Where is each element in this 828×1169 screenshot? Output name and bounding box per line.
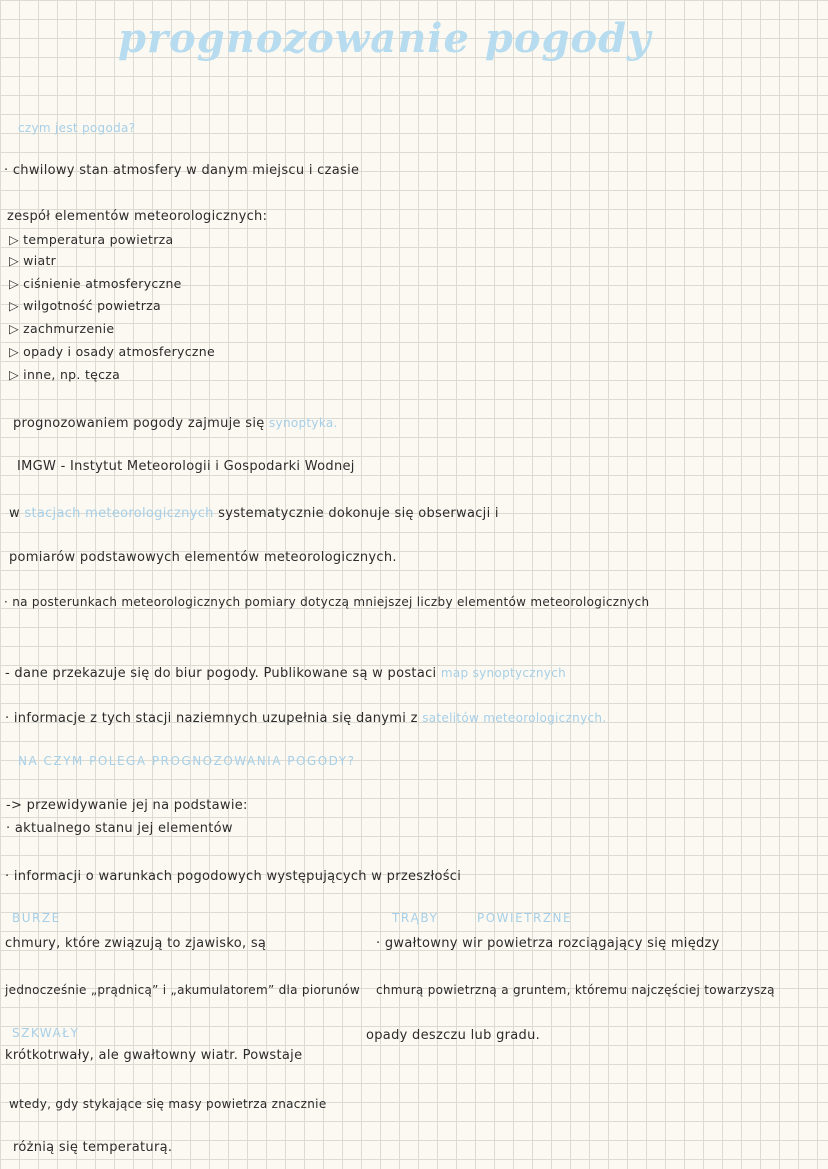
elements-list-item: ▷ opady i osady atmosferyczne xyxy=(9,344,215,359)
stacje-prefix: w xyxy=(9,506,20,521)
szkwaly-line-2: wtedy, gdy stykające się masy powietrza znacznie xyxy=(9,1097,327,1111)
page-title: prognozowanie pogody xyxy=(118,15,652,62)
elements-heading: zespół elementów meteorologicznych: xyxy=(7,209,268,224)
traby-line-2: chmurą powietrzną a gruntem, któremu najczęściej towarzyszą xyxy=(376,983,775,997)
szkwaly-line-3: różnią się temperaturą. xyxy=(13,1140,173,1155)
synoptyka-term: synoptyka. xyxy=(269,416,338,430)
elements-list-item: ▷ temperatura powietrza xyxy=(9,232,174,247)
question-what-is-weather: czym jest pogoda? xyxy=(18,121,136,135)
weather-definition: · chwilowy stan atmosfery w danym miejscu i czasie xyxy=(4,163,360,178)
burze-line-1: chmury, które związują to zjawisko, są xyxy=(5,936,267,951)
informacje-text: · informacje z tych stacji naziemnych uzupełnia się danymi z xyxy=(5,711,418,726)
traby-heading-1: TRĄBY xyxy=(392,911,439,925)
elements-list-item: ▷ wiatr xyxy=(9,253,57,268)
elements-list-item: ▷ inne, np. tęcza xyxy=(9,367,121,382)
stacje-term: stacjach meteorologicznych xyxy=(24,506,214,521)
burze-heading: BURZE xyxy=(12,911,61,925)
traby-line-3: opady deszczu lub gradu. xyxy=(366,1028,541,1043)
elements-list-item: ▷ zachmurzenie xyxy=(9,321,115,336)
szkwaly-heading: SZKWAŁY xyxy=(12,1026,80,1040)
posterunki-line: · na posterunkach meteorologicznych pomiary dotyczą mniejszej liczby elementów meteorologicznych xyxy=(4,595,650,609)
informacje-line xyxy=(5,709,606,728)
synoptyka-text: prognozowaniem pogody zajmuje się xyxy=(13,416,265,431)
elements-list-item: ▷ wilgotność powietrza xyxy=(9,298,161,313)
szkwaly-line-1: krótkotrwały, ale gwałtowny wiatr. Powstaje xyxy=(5,1048,303,1063)
forecast-item-2: · informacji o warunkach pogodowych występujących w przeszłości xyxy=(5,869,462,884)
traby-heading-2: POWIETRZNE xyxy=(477,911,573,925)
stacje-line-2: pomiarów podstawowych elementów meteorologicznych. xyxy=(9,550,397,565)
forecast-intro: -> przewidywanie jej na podstawie: xyxy=(6,798,248,813)
dane-term: map synoptycznych xyxy=(440,666,566,680)
stacje-line xyxy=(9,505,499,523)
burze-line-2: jednocześnie „prądnicą” i „akumulatorem” dla piorunów xyxy=(5,983,360,997)
informacje-term: satelitów meteorologicznych. xyxy=(422,711,607,725)
elements-list-item: ▷ ciśnienie atmosferyczne xyxy=(9,276,182,291)
question-forecasting: NA CZYM POLEGA PROGNOZOWANIA POGODY? xyxy=(18,754,356,768)
imgw-line: IMGW - Instytut Meteorologii i Gospodarki Wodnej xyxy=(17,459,355,474)
synoptyka-line xyxy=(13,414,338,433)
stacje-suffix: systematycznie dokonuje się obserwacji i xyxy=(218,506,499,521)
dane-line xyxy=(5,664,566,683)
traby-line-1: · gwałtowny wir powietrza rozciągający się między xyxy=(376,936,720,951)
forecast-item-1: · aktualnego stanu jej elementów xyxy=(6,821,233,836)
dane-text: - dane przekazuje się do biur pogody. Publikowane są w postaci xyxy=(5,666,437,681)
